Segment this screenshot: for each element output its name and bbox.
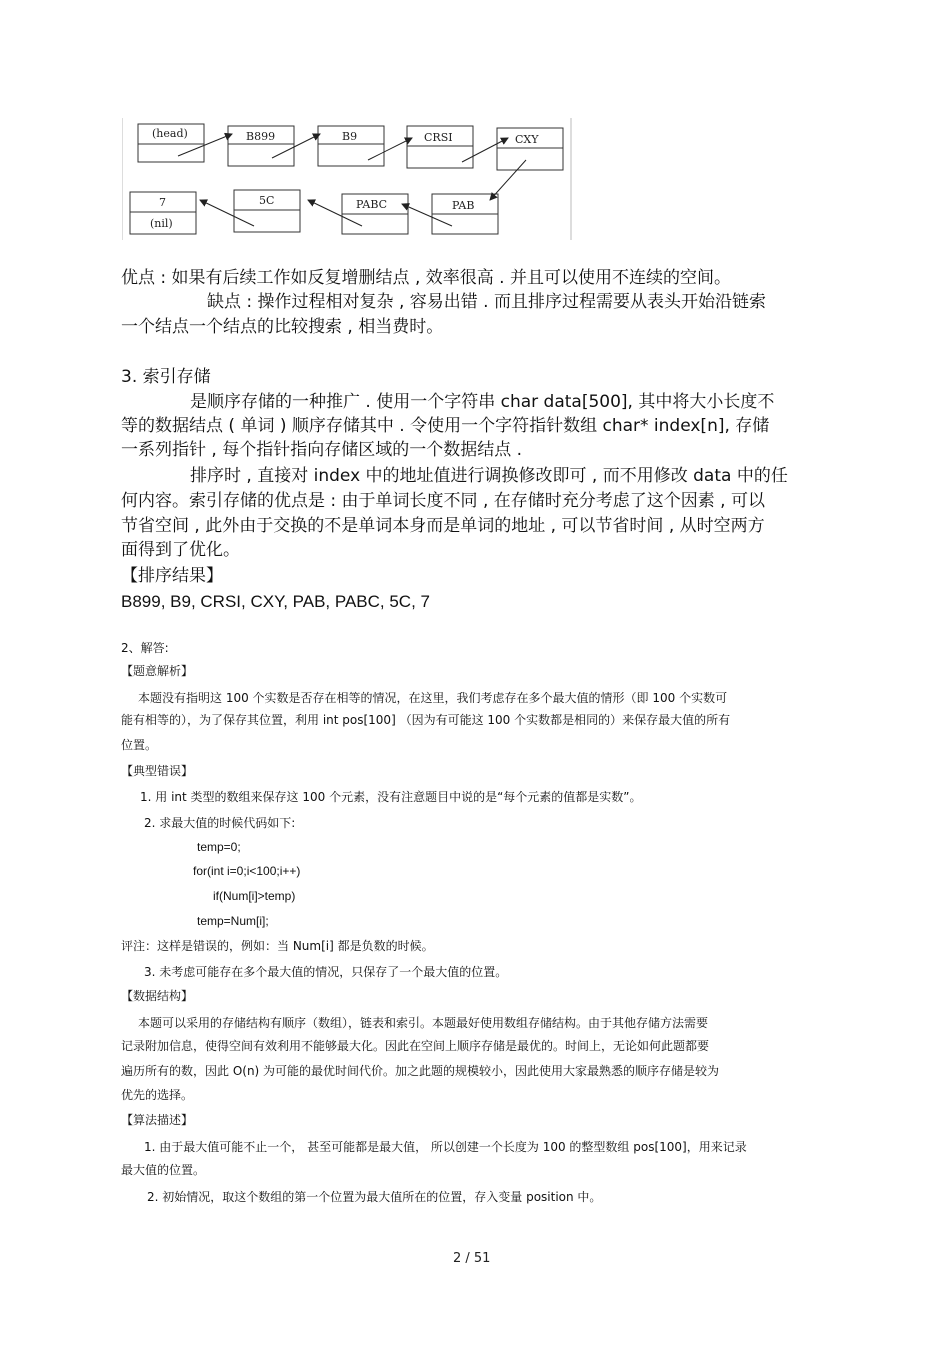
index-storage-p1-line2: 等的数据结点 ( 单词 ) 顺序存储其中 . 令使用一个字符指针数组 char* index[n], 存储 [121,416,770,436]
node-head [138,124,204,162]
analysis-line1: 本题没有指明这 100 个实数是否存在相等的情况，在这里，我们考虑存在多个最大值的情形（即 100 个实数可 [138,691,728,705]
cons-text-line1: 缺点 : 操作过程相对复杂 , 容易出错 . 而且排序过程需要从表头开始沿链索 [207,292,766,312]
code-line-3: if(Num[i]>temp) [213,889,296,903]
code-line-2: for(int i=0;i<100;i++) [193,864,301,878]
index-storage-p1-line3: 一系列指针 , 每个指针指向存储区域的一个数据结点 . [121,440,523,460]
svg-text:CXY: CXY [515,133,539,146]
node-seven [130,192,196,234]
index-storage-p1-line1: 是顺序存储的一种推广 . 使用一个字符串 char data[500], 其中将大小长度不 [190,392,775,412]
svg-text:(head): (head) [152,127,188,140]
svg-text:5C: 5C [259,194,275,207]
section-heading-index-storage: 3. 索引存储 [121,367,211,387]
analysis-line2: 能有相等的），为了保存其位置，利用 int pos[100] （因为有可能这 100 个实数都是相同的）来保存最大值的所有 [121,713,731,727]
node-cxy [497,128,563,170]
svg-text:(nil): (nil) [150,217,173,230]
error-item-1: 1. 用 int 类型的数组来保存这 100 个元素，没有注意题目中说的是“每个元素的值都是实数”。 [140,790,642,804]
sort-result: B899, B9, CRSI, CXY, PAB, PABC, 5C, 7 [121,592,430,611]
algorithm-heading: 【算法描述】 [121,1113,194,1127]
node-b899 [228,126,294,166]
analysis-heading: 【题意解析】 [121,664,194,678]
algorithm-item-2: 2. 初始情况，取这个数组的第一个位置为最大值所在的位置，存入变量 position 中。 [147,1190,602,1204]
pros-text: 优点 : 如果有后续工作如反复增删结点 , 效率很高 . 并且可以使用不连续的空间。 [121,268,731,288]
svg-text:B899: B899 [246,130,276,143]
node-pab [432,194,498,234]
analysis-line3: 位置。 [121,738,158,752]
answer-title: 2、解答: [121,641,169,655]
code-line-4: temp=Num[i]; [197,914,269,928]
index-storage-p2-line1: 排序时 , 直接对 index 中的地址值进行调换修改即可 , 而不用修改 data 中的任 [190,466,788,486]
algorithm-item-1-line1: 1. 由于最大值可能不止一个， 甚至可能都是最大值， 所以创建一个长度为 100 的整型数组 pos[100]，用来记录 [144,1140,747,1154]
svg-text:7: 7 [159,196,166,209]
node-pabc [342,194,408,234]
svg-text:CRSI: CRSI [424,131,453,144]
data-structure-line1: 本题可以采用的存储结构有顺序（数组），链表和索引。本题最好使用数组存储结构。由于其他存储方法需要 [138,1016,709,1030]
index-storage-p2-line4: 面得到了优化。 [121,540,240,560]
comment-line: 评注：这样是错误的，例如：当 Num[i] 都是负数的时候。 [121,939,434,953]
index-storage-p2-line3: 节省空间 , 此外由于交换的不是单词本身而是单词的地址 , 可以节省时间 , 从时空两方 [121,516,765,536]
svg-text:PABC: PABC [356,198,388,211]
node-5c [234,190,300,232]
data-structure-line2: 记录附加信息，使得空间有效利用不能够最大化。因此在空间上顺序存储是最优的。时间上，无论如何此题都要 [121,1039,710,1053]
svg-text:PAB: PAB [452,199,475,212]
linked-list-figure [122,118,572,240]
cons-text-line2: 一个结点一个结点的比较搜索 , 相当费时。 [121,317,444,337]
data-structure-heading: 【数据结构】 [121,989,194,1003]
node-b9 [318,126,384,166]
index-storage-p2-line2: 何内容。索引存储的优点是 : 由于单词长度不同 , 在存储时充分考虑了这个因素 , 可以 [121,491,765,511]
data-structure-line4: 优先的选择。 [121,1088,194,1102]
code-line-1: temp=0; [197,840,241,854]
algorithm-item-1-line2: 最大值的位置。 [121,1163,206,1177]
errors-heading: 【典型错误】 [121,764,194,778]
svg-text:B9: B9 [342,130,358,143]
data-structure-line3: 遍历所有的数，因此 O(n) 为可能的最优时间代价。加之此题的规模较小，因此使用大家最熟悉的顺序存储是较为 [121,1064,720,1078]
sort-result-heading: 【排序结果】 [121,566,223,586]
page-number: 2 / 51 [453,1251,491,1266]
error-item-2: 2. 求最大值的时候代码如下: [144,816,296,830]
error-item-3: 3. 未考虑可能存在多个最大值的情况，只保存了一个最大值的位置。 [144,965,508,979]
